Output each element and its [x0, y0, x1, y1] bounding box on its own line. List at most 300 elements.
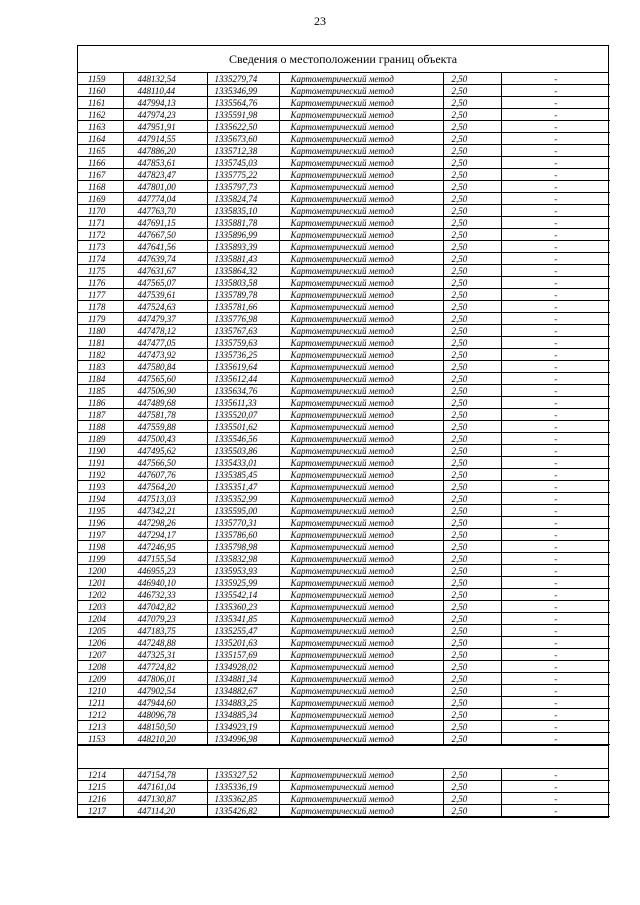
method-cell: Картометрический метод — [279, 109, 443, 121]
x-coordinate-cell: 447774,04 — [123, 193, 207, 205]
description-cell: - — [501, 457, 610, 469]
precision-cell: 2,50 — [443, 733, 501, 745]
x-coordinate-cell: 447478,12 — [123, 325, 207, 337]
table-row — [78, 193, 610, 205]
y-coordinate-cell: 1335893,39 — [207, 241, 279, 253]
table-row — [78, 109, 610, 121]
point-number-cell: 1201 — [78, 577, 123, 589]
table-row — [78, 529, 610, 541]
table-row — [78, 565, 610, 577]
method-cell: Картометрический метод — [279, 145, 443, 157]
table-row — [78, 325, 610, 337]
description-cell: - — [501, 361, 610, 373]
description-cell: - — [501, 409, 610, 421]
x-coordinate-cell: 447042,82 — [123, 601, 207, 613]
precision-cell: 2,50 — [443, 709, 501, 721]
precision-cell: 2,50 — [443, 325, 501, 337]
description-cell: - — [501, 661, 610, 673]
description-cell: - — [501, 217, 610, 229]
table-row — [78, 397, 610, 409]
method-cell: Картометрический метод — [279, 313, 443, 325]
precision-cell: 2,50 — [443, 625, 501, 637]
table-row — [78, 445, 610, 457]
method-cell: Картометрический метод — [279, 565, 443, 577]
point-number-cell: 1204 — [78, 613, 123, 625]
description-cell: - — [501, 793, 610, 805]
precision-cell: 2,50 — [443, 673, 501, 685]
description-cell: - — [501, 205, 610, 217]
page-number: 23 — [314, 14, 326, 28]
table-row — [78, 205, 610, 217]
point-number-cell: 1199 — [78, 553, 123, 565]
method-cell: Картометрический метод — [279, 289, 443, 301]
method-cell: Картометрический метод — [279, 73, 443, 85]
precision-cell: 2,50 — [443, 217, 501, 229]
description-cell: - — [501, 133, 610, 145]
table-row — [78, 265, 610, 277]
precision-cell: 2,50 — [443, 469, 501, 481]
y-coordinate-cell: 1335351,47 — [207, 481, 279, 493]
method-cell: Картометрический метод — [279, 577, 443, 589]
point-number-cell: 1180 — [78, 325, 123, 337]
table-row — [78, 361, 610, 373]
y-coordinate-cell: 1335611,33 — [207, 397, 279, 409]
method-cell: Картометрический метод — [279, 505, 443, 517]
description-cell: - — [501, 685, 610, 697]
precision-cell: 2,50 — [443, 589, 501, 601]
y-coordinate-cell: 1334885,34 — [207, 709, 279, 721]
description-cell: - — [501, 253, 610, 265]
point-number-cell: 1188 — [78, 421, 123, 433]
table-row — [78, 517, 610, 529]
y-coordinate-cell: 1335619,64 — [207, 361, 279, 373]
description-cell: - — [501, 805, 610, 817]
description-cell: - — [501, 553, 610, 565]
x-coordinate-cell: 446940,10 — [123, 577, 207, 589]
table-row — [78, 373, 610, 385]
table-row — [78, 661, 610, 673]
method-cell: Картометрический метод — [279, 349, 443, 361]
method-cell: Картометрический метод — [279, 397, 443, 409]
point-number-cell: 1191 — [78, 457, 123, 469]
x-coordinate-cell: 446955,23 — [123, 565, 207, 577]
y-coordinate-cell: 1335776,98 — [207, 313, 279, 325]
x-coordinate-cell: 447994,13 — [123, 97, 207, 109]
x-coordinate-cell: 447902,54 — [123, 685, 207, 697]
point-number-cell: 1194 — [78, 493, 123, 505]
precision-cell: 2,50 — [443, 637, 501, 649]
description-cell: - — [501, 169, 610, 181]
y-coordinate-cell: 1334881,34 — [207, 673, 279, 685]
table-gap — [78, 745, 608, 769]
x-coordinate-cell: 447565,07 — [123, 277, 207, 289]
y-coordinate-cell: 1335327,52 — [207, 769, 279, 781]
y-coordinate-cell: 1335803,58 — [207, 277, 279, 289]
x-coordinate-cell: 447183,75 — [123, 625, 207, 637]
point-number-cell: 1195 — [78, 505, 123, 517]
y-coordinate-cell: 1334882,67 — [207, 685, 279, 697]
boundary-table-sheet — [77, 45, 609, 818]
method-cell: Картометрический метод — [279, 433, 443, 445]
method-cell: Картометрический метод — [279, 193, 443, 205]
coordinates-table-second — [78, 769, 610, 817]
precision-cell: 2,50 — [443, 685, 501, 697]
method-cell: Картометрический метод — [279, 469, 443, 481]
description-cell: - — [501, 469, 610, 481]
table-row — [78, 637, 610, 649]
y-coordinate-cell: 1335634,76 — [207, 385, 279, 397]
x-coordinate-cell: 447974,23 — [123, 109, 207, 121]
point-number-cell: 1210 — [78, 685, 123, 697]
y-coordinate-cell: 1335881,43 — [207, 253, 279, 265]
table-caption: Сведения о местоположении границ объекта — [78, 46, 608, 73]
method-cell: Картометрический метод — [279, 805, 443, 817]
point-number-cell: 1174 — [78, 253, 123, 265]
table-row — [78, 313, 610, 325]
x-coordinate-cell: 447565,60 — [123, 373, 207, 385]
x-coordinate-cell: 447155,54 — [123, 553, 207, 565]
method-cell: Картометрический метод — [279, 277, 443, 289]
point-number-cell: 1178 — [78, 301, 123, 313]
y-coordinate-cell: 1335201,63 — [207, 637, 279, 649]
precision-cell: 2,50 — [443, 241, 501, 253]
y-coordinate-cell: 1335362,85 — [207, 793, 279, 805]
precision-cell: 2,50 — [443, 169, 501, 181]
y-coordinate-cell: 1335798,98 — [207, 541, 279, 553]
x-coordinate-cell: 447513,03 — [123, 493, 207, 505]
y-coordinate-cell: 1335881,78 — [207, 217, 279, 229]
y-coordinate-cell: 1335341,85 — [207, 613, 279, 625]
precision-cell: 2,50 — [443, 577, 501, 589]
method-cell: Картометрический метод — [279, 241, 443, 253]
y-coordinate-cell: 1335612,44 — [207, 373, 279, 385]
point-number-cell: 1200 — [78, 565, 123, 577]
description-cell: - — [501, 157, 610, 169]
x-coordinate-cell: 447639,74 — [123, 253, 207, 265]
precision-cell: 2,50 — [443, 769, 501, 781]
point-number-cell: 1197 — [78, 529, 123, 541]
table-row — [78, 157, 610, 169]
x-coordinate-cell: 447161,04 — [123, 781, 207, 793]
point-number-cell: 1173 — [78, 241, 123, 253]
method-cell: Картометрический метод — [279, 133, 443, 145]
point-number-cell: 1192 — [78, 469, 123, 481]
description-cell: - — [501, 277, 610, 289]
method-cell: Картометрический метод — [279, 493, 443, 505]
precision-cell: 2,50 — [443, 253, 501, 265]
table-row — [78, 337, 610, 349]
method-cell: Картометрический метод — [279, 661, 443, 673]
precision-cell: 2,50 — [443, 517, 501, 529]
method-cell: Картометрический метод — [279, 157, 443, 169]
precision-cell: 2,50 — [443, 109, 501, 121]
precision-cell: 2,50 — [443, 181, 501, 193]
method-cell: Картометрический метод — [279, 625, 443, 637]
precision-cell: 2,50 — [443, 121, 501, 133]
description-cell: - — [501, 301, 610, 313]
point-number-cell: 1213 — [78, 721, 123, 733]
table-row — [78, 253, 610, 265]
x-coordinate-cell: 447566,50 — [123, 457, 207, 469]
point-number-cell: 1175 — [78, 265, 123, 277]
point-number-cell: 1189 — [78, 433, 123, 445]
table-row — [78, 97, 610, 109]
point-number-cell: 1206 — [78, 637, 123, 649]
method-cell: Картометрический метод — [279, 445, 443, 457]
point-number-cell: 1184 — [78, 373, 123, 385]
precision-cell: 2,50 — [443, 433, 501, 445]
description-cell: - — [501, 97, 610, 109]
table-row — [78, 685, 610, 697]
precision-cell: 2,50 — [443, 373, 501, 385]
precision-cell: 2,50 — [443, 313, 501, 325]
table-row — [78, 733, 610, 745]
precision-cell: 2,50 — [443, 229, 501, 241]
y-coordinate-cell: 1334883,25 — [207, 697, 279, 709]
precision-cell: 2,50 — [443, 409, 501, 421]
table-row — [78, 625, 610, 637]
method-cell: Картометрический метод — [279, 517, 443, 529]
table-row — [78, 385, 610, 397]
precision-cell: 2,50 — [443, 529, 501, 541]
y-coordinate-cell: 1335673,60 — [207, 133, 279, 145]
method-cell: Картометрический метод — [279, 553, 443, 565]
y-coordinate-cell: 1335503,86 — [207, 445, 279, 457]
precision-cell: 2,50 — [443, 385, 501, 397]
method-cell: Картометрический метод — [279, 205, 443, 217]
x-coordinate-cell: 447641,56 — [123, 241, 207, 253]
precision-cell: 2,50 — [443, 661, 501, 673]
method-cell: Картометрический метод — [279, 253, 443, 265]
point-number-cell: 1193 — [78, 481, 123, 493]
y-coordinate-cell: 1335736,25 — [207, 349, 279, 361]
x-coordinate-cell: 447298,26 — [123, 517, 207, 529]
y-coordinate-cell: 1335781,66 — [207, 301, 279, 313]
precision-cell: 2,50 — [443, 289, 501, 301]
table-row — [78, 289, 610, 301]
description-cell: - — [501, 181, 610, 193]
precision-cell: 2,50 — [443, 697, 501, 709]
description-cell: - — [501, 673, 610, 685]
table-row — [78, 301, 610, 313]
point-number-cell: 1208 — [78, 661, 123, 673]
table-row — [78, 709, 610, 721]
description-cell: - — [501, 385, 610, 397]
y-coordinate-cell: 1335255,47 — [207, 625, 279, 637]
y-coordinate-cell: 1335745,03 — [207, 157, 279, 169]
x-coordinate-cell: 448096,78 — [123, 709, 207, 721]
description-cell: - — [501, 109, 610, 121]
method-cell: Картометрический метод — [279, 409, 443, 421]
method-cell: Картометрический метод — [279, 685, 443, 697]
point-number-cell: 1203 — [78, 601, 123, 613]
x-coordinate-cell: 448150,50 — [123, 721, 207, 733]
x-coordinate-cell: 447248,88 — [123, 637, 207, 649]
point-number-cell: 1215 — [78, 781, 123, 793]
description-cell: - — [501, 85, 610, 97]
point-number-cell: 1205 — [78, 625, 123, 637]
method-cell: Картометрический метод — [279, 697, 443, 709]
point-number-cell: 1160 — [78, 85, 123, 97]
x-coordinate-cell: 447667,50 — [123, 229, 207, 241]
description-cell: - — [501, 709, 610, 721]
table-row — [78, 541, 610, 553]
point-number-cell: 1167 — [78, 169, 123, 181]
x-coordinate-cell: 447581,78 — [123, 409, 207, 421]
y-coordinate-cell: 1335767,63 — [207, 325, 279, 337]
point-number-cell: 1186 — [78, 397, 123, 409]
point-number-cell: 1172 — [78, 229, 123, 241]
table-row — [78, 349, 610, 361]
table-row — [78, 781, 610, 793]
y-coordinate-cell: 1335360,23 — [207, 601, 279, 613]
x-coordinate-cell: 447823,47 — [123, 169, 207, 181]
precision-cell: 2,50 — [443, 457, 501, 469]
precision-cell: 2,50 — [443, 349, 501, 361]
y-coordinate-cell: 1335786,60 — [207, 529, 279, 541]
point-number-cell: 1164 — [78, 133, 123, 145]
precision-cell: 2,50 — [443, 541, 501, 553]
description-cell: - — [501, 325, 610, 337]
point-number-cell: 1183 — [78, 361, 123, 373]
x-coordinate-cell: 447130,87 — [123, 793, 207, 805]
y-coordinate-cell: 1335925,99 — [207, 577, 279, 589]
precision-cell: 2,50 — [443, 805, 501, 817]
x-coordinate-cell: 447477,05 — [123, 337, 207, 349]
point-number-cell: 1190 — [78, 445, 123, 457]
method-cell: Картометрический метод — [279, 637, 443, 649]
x-coordinate-cell: 447691,15 — [123, 217, 207, 229]
y-coordinate-cell: 1335953,93 — [207, 565, 279, 577]
table-row — [78, 457, 610, 469]
point-number-cell: 1217 — [78, 805, 123, 817]
y-coordinate-cell: 1335835,10 — [207, 205, 279, 217]
description-cell: - — [501, 517, 610, 529]
precision-cell: 2,50 — [443, 97, 501, 109]
table-row — [78, 217, 610, 229]
y-coordinate-cell: 1335824,74 — [207, 193, 279, 205]
x-coordinate-cell: 447564,20 — [123, 481, 207, 493]
y-coordinate-cell: 1334923,19 — [207, 721, 279, 733]
x-coordinate-cell: 447886,20 — [123, 145, 207, 157]
x-coordinate-cell: 447724,82 — [123, 661, 207, 673]
x-coordinate-cell: 447559,88 — [123, 421, 207, 433]
precision-cell: 2,50 — [443, 445, 501, 457]
x-coordinate-cell: 447631,67 — [123, 265, 207, 277]
method-cell: Картометрический метод — [279, 733, 443, 745]
x-coordinate-cell: 446732,33 — [123, 589, 207, 601]
y-coordinate-cell: 1335797,73 — [207, 181, 279, 193]
x-coordinate-cell: 447495,62 — [123, 445, 207, 457]
x-coordinate-cell: 447479,37 — [123, 313, 207, 325]
table-row — [78, 145, 610, 157]
description-cell: - — [501, 529, 610, 541]
table-row — [78, 469, 610, 481]
precision-cell: 2,50 — [443, 649, 501, 661]
table-row — [78, 613, 610, 625]
precision-cell: 2,50 — [443, 205, 501, 217]
table-row — [78, 505, 610, 517]
x-coordinate-cell: 448110,44 — [123, 85, 207, 97]
method-cell: Картометрический метод — [279, 169, 443, 181]
table-row — [78, 73, 610, 85]
y-coordinate-cell: 1335426,82 — [207, 805, 279, 817]
x-coordinate-cell: 447524,63 — [123, 301, 207, 313]
method-cell: Картометрический метод — [279, 589, 443, 601]
method-cell: Картометрический метод — [279, 373, 443, 385]
point-number-cell: 1179 — [78, 313, 123, 325]
point-number-cell: 1181 — [78, 337, 123, 349]
table-row — [78, 577, 610, 589]
point-number-cell: 1209 — [78, 673, 123, 685]
x-coordinate-cell: 447342,21 — [123, 505, 207, 517]
precision-cell: 2,50 — [443, 301, 501, 313]
description-cell: - — [501, 589, 610, 601]
y-coordinate-cell: 1335352,99 — [207, 493, 279, 505]
y-coordinate-cell: 1335591,98 — [207, 109, 279, 121]
description-cell: - — [501, 289, 610, 301]
x-coordinate-cell: 447506,90 — [123, 385, 207, 397]
precision-cell: 2,50 — [443, 277, 501, 289]
method-cell: Картометрический метод — [279, 721, 443, 733]
table-row — [78, 697, 610, 709]
point-number-cell: 1198 — [78, 541, 123, 553]
table-row — [78, 433, 610, 445]
method-cell: Картометрический метод — [279, 673, 443, 685]
description-cell: - — [501, 625, 610, 637]
table-row — [78, 409, 610, 421]
table-row — [78, 277, 610, 289]
description-cell: - — [501, 229, 610, 241]
x-coordinate-cell: 447489,68 — [123, 397, 207, 409]
method-cell: Картометрический метод — [279, 481, 443, 493]
method-cell: Картометрический метод — [279, 97, 443, 109]
point-number-cell: 1165 — [78, 145, 123, 157]
description-cell: - — [501, 697, 610, 709]
description-cell: - — [501, 577, 610, 589]
point-number-cell: 1159 — [78, 73, 123, 85]
y-coordinate-cell: 1335157,69 — [207, 649, 279, 661]
description-cell: - — [501, 445, 610, 457]
precision-cell: 2,50 — [443, 565, 501, 577]
precision-cell: 2,50 — [443, 337, 501, 349]
precision-cell: 2,50 — [443, 793, 501, 805]
table-row — [78, 553, 610, 565]
point-number-cell: 1163 — [78, 121, 123, 133]
method-cell: Картометрический метод — [279, 781, 443, 793]
precision-cell: 2,50 — [443, 361, 501, 373]
x-coordinate-cell: 447801,00 — [123, 181, 207, 193]
description-cell: - — [501, 769, 610, 781]
description-cell: - — [501, 433, 610, 445]
table-row — [78, 793, 610, 805]
y-coordinate-cell: 1335832,98 — [207, 553, 279, 565]
method-cell: Картометрический метод — [279, 301, 443, 313]
table-row — [78, 229, 610, 241]
precision-cell: 2,50 — [443, 505, 501, 517]
method-cell: Картометрический метод — [279, 337, 443, 349]
y-coordinate-cell: 1335712,38 — [207, 145, 279, 157]
x-coordinate-cell: 447500,43 — [123, 433, 207, 445]
precision-cell: 2,50 — [443, 265, 501, 277]
y-coordinate-cell: 1334928,02 — [207, 661, 279, 673]
method-cell: Картометрический метод — [279, 793, 443, 805]
y-coordinate-cell: 1335770,31 — [207, 517, 279, 529]
precision-cell: 2,50 — [443, 613, 501, 625]
y-coordinate-cell: 1335789,78 — [207, 289, 279, 301]
precision-cell: 2,50 — [443, 421, 501, 433]
y-coordinate-cell: 1335346,99 — [207, 85, 279, 97]
